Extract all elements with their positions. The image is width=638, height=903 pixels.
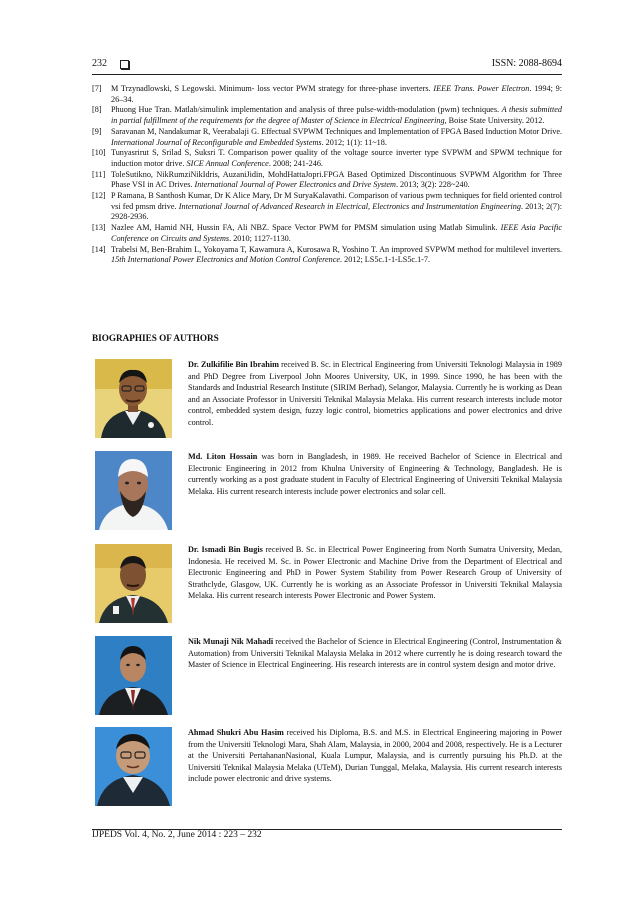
author-photo — [95, 727, 172, 806]
reference-venue: 15th International Power Electronics and Motion Control Conference — [111, 255, 340, 265]
reference-text: ToleSutikno, NikRumziNikIdris, AuzaniJidin, MohdHattaJopri.FPGA Based Optimized Discontinuous SVPWM Algorithm for Three Phase VSI in AC Drives. — [111, 169, 562, 190]
reference-item — [92, 245, 562, 266]
page-number: 232 — [92, 58, 107, 69]
reference-list — [92, 84, 562, 266]
checkbox-square-icon — [120, 60, 129, 69]
reference-tail: . 2013; 2(7): 2928-2936. — [111, 201, 562, 222]
reference-venue: A thesis submitted in partial fulfillment of the requirements for the degree of Master of Science in Electrical Engineering — [111, 105, 562, 126]
reference-number: [13] — [92, 223, 106, 233]
author-name: Dr. Ismadi Bin Bugis — [188, 545, 263, 554]
author-photo — [95, 636, 172, 715]
reference-tail: . 2008; 241-246. — [268, 158, 323, 168]
author-photo — [95, 359, 172, 438]
author-name: Ahmad Shukri Abu Hasim — [188, 728, 284, 737]
issn-label: ISSN: 2088-8694 — [491, 58, 562, 69]
author-bio-text: received the Bachelor of Science in Electrical Engineering (Control, Instrumentation & Automation) from Universiti Teknikal Malaysia Melaka in 2012 where currently he is doing research toward the Master of Science in Electrical Engineering. His research interests are in control system design and motor drive. — [188, 637, 562, 670]
author-bio-text: was born in Bangladesh, in 1989. He received Bachelor of Science in Electrical and Electronic Engineering in 2012 from Khulna University of Engineering & Technology, Bangladesh. He is currently working as a post graduate student in Faculty of Electrical Engineering of Universiti Teknikal Malaysia Melaka. His current research interests include power electronics and solar cell. — [188, 452, 562, 496]
author-name: Dr. Zulkifilie Bin Ibrahim — [188, 360, 279, 369]
reference-number: [10] — [92, 148, 106, 158]
reference-text: M Trzynadlowski, S Legowski. Minimum- loss vector PWM strategy for three-phase inverters. — [111, 84, 434, 93]
reference-item — [92, 191, 562, 223]
reference-text: Nazlee AM, Hamid NH, Hussin FA, Ali NBZ. Space Vector PWM for PMSM simulation using Matlab Simulink. — [111, 223, 501, 233]
reference-text: Trabelsi M, Ben-Brahim L, Yokoyama T, Kawamura A, Kurosawa R, Yoshino T. An improved SVPWM method for multilevel inverters. — [111, 244, 562, 254]
author-photo — [95, 544, 172, 623]
author-name: Nik Munaji Nik Mahadi — [188, 637, 274, 646]
reference-number: [8] — [92, 105, 102, 115]
reference-text: Phuong Hue Tran. Matlab/simulink implementation and analysis of three pulse-width-modulation (pwm) techniques. — [111, 105, 502, 115]
reference-item — [92, 223, 562, 244]
author-bio-text: received B. Sc. in Electrical Engineering from Universiti Teknologi Malaysia in 1989 and PhD Degree from Liverpool John Moores University, UK, in 1999. Since 1990, he has been with the Standards and Industrial Research Institute (SIRIM Berhad), Selangor, Malaysia. Currently he is working as Dean and an Associate Professor in Universiti Teknikal Malaysia Melaka. His current research interests include motor control, embedded system design, fuzzy logic control, biometrics applications and power electronics and drive control. — [188, 360, 562, 427]
header-rule — [92, 74, 562, 75]
reference-item — [92, 148, 562, 169]
reference-tail: . 2012; 1(1): 11~18. — [321, 137, 387, 147]
reference-tail: . 2013; 3(2): 228~240. — [395, 180, 470, 190]
reference-item — [92, 170, 562, 191]
reference-tail: . 2010; 1127-1130. — [229, 233, 291, 243]
author-name: Md. Liton Hossain — [188, 452, 258, 461]
reference-number: [11] — [92, 169, 106, 179]
reference-tail: , Boise State University. 2012. — [444, 116, 545, 126]
reference-text: Saravanan M, Nandakumar R, Veerabalaji G. Effectual SVPWM Techniques and Implementation of FPGA Based Induction Motor Drive. — [111, 126, 563, 136]
author-bio-text: received B. Sc. in Electrical Power Engineering from North Sumatra University, Medan, Indonesia. He received M. Sc. in Power Electronic and Machine Drive from the Department of Electrical and Electronic Engineering and PhD in Power System Stability from Power Research Group of University of Strathclyde, Glasgow, UK. Currently he is working as an Associate Professor in Universiti Teknikal Malaysia Melaka. His current research interests Power Electronic and Power System. — [188, 545, 562, 601]
reference-number: [12] — [92, 191, 106, 201]
reference-number: [7] — [92, 84, 102, 93]
reference-venue: International Journal of Reconfigurable and Embedded Systems — [111, 137, 322, 147]
reference-number: [14] — [92, 244, 106, 254]
reference-text: Tunyasrirut S, Srilad S, Suksri T. Comparison power quality of the voltage source inverter type SVPWM and SPWM technique for induction motor drive. — [111, 148, 562, 168]
biographies-heading: BIOGRAPHIES OF AUTHORS — [92, 333, 219, 343]
reference-number: [9] — [92, 126, 102, 136]
page-header — [92, 58, 562, 74]
reference-venue: IEEE Asia Pacific Conference on Circuits and Systems — [111, 223, 563, 243]
reference-tail: . 2012; LS5c.1-1-LS5c.1-7. — [340, 255, 431, 265]
reference-tail: . 1994; 9: 26–34. — [111, 84, 562, 104]
reference-venue: SICE Annual Conference — [186, 158, 269, 168]
reference-item — [92, 84, 562, 105]
reference-item — [92, 127, 562, 148]
page-footer: IJPEDS Vol. 4, No. 2, June 2014 : 223 – 232 — [92, 830, 262, 840]
reference-venue: IEEE Trans. Power Electron — [433, 84, 530, 93]
reference-text: P Ramana, B Santhosh Kumar, Dr K Alice Mary, Dr M SuryaKalavathi. Comparison of various pwm techniques for field oriented control vsi fed pmsm drive. — [111, 191, 562, 211]
reference-venue: International Journal of Advanced Research in Electrical, Electronics and Instrumentation Engineering — [178, 201, 521, 211]
author-photo — [95, 451, 172, 530]
reference-item — [92, 105, 562, 126]
author-bio-text: received his Diploma, B.S. and M.S. in Electrical Engineering majoring in Power from the Universiti Teknologi Mara, Shah Alam, Malaysia, in 2000, 2004 and 2008, respectively. He is a Lecturer at the Universiti PertahananNasional, Kuala Lumpur, Malaysia, and is currently pursuing his Ph.D. at the Universiti Teknikal Malaysia Melaka (UTeM), Durian Tunggal, Melaka, Malaysia. His current research interests include power electronic and drive systems. — [188, 728, 562, 784]
reference-venue: International Journal of Power Electronics and Drive System — [194, 180, 396, 190]
